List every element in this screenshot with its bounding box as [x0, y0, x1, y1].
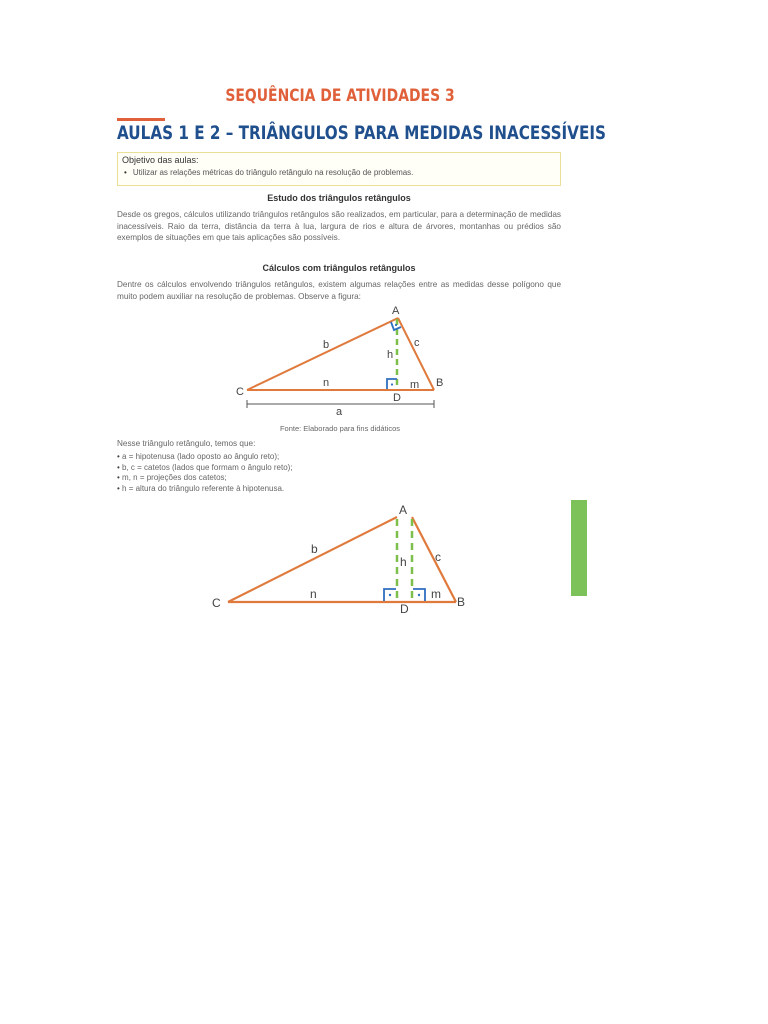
- side-tab: [571, 500, 587, 596]
- objective-item-text: Utilizar as relações métricas do triângulo retângulo na resolução de problemas.: [132, 168, 414, 177]
- right-angle-dot-right: [418, 594, 420, 596]
- paragraph-estudo: Desde os gregos, cálculos utilizando triângulos retângulos são realizados, em particular, para a determinação de medidas inacessíveis. Raio da terra, distância da terra à lua, largura de rios e altura de árvores, montanhas ou prédios são exemplos de situações em que tais aplicações são possíveis.: [117, 210, 561, 242]
- label-c-2: c: [435, 550, 441, 564]
- definition-item: • h = altura do triângulo referente à hipotenusa.: [117, 484, 293, 495]
- label-a: a: [336, 406, 343, 418]
- label-B: B: [436, 377, 444, 389]
- definition-item: • m, n = projeções dos catetos;: [117, 473, 293, 484]
- figure-caption: Fonte: Elaborado para fins didáticos: [279, 424, 401, 433]
- label-n: n: [323, 377, 330, 389]
- label-b-2: b: [311, 542, 318, 556]
- label-h-2: h: [400, 555, 407, 569]
- label-C: C: [236, 386, 244, 398]
- definition-item: • b, c = catetos (lados que formam o ângulo reto);: [117, 463, 293, 474]
- definitions-intro: Nesse triângulo retângulo, temos que:: [117, 439, 256, 448]
- label-B-2: B: [457, 595, 466, 609]
- label-A: A: [392, 305, 400, 317]
- label-C-2: C: [212, 596, 221, 610]
- bullet-icon: •: [124, 168, 127, 177]
- label-D-2: D: [400, 602, 409, 616]
- objective-label: Objetivo das aulas:: [122, 155, 199, 165]
- label-D: D: [393, 392, 401, 404]
- section-heading-estudo: Estudo dos triângulos retângulos: [267, 193, 411, 203]
- paragraph-calculos: Dentre os cálculos envolvendo triângulos retângulos, existem algumas relações entre as medidas desse polígono que muito podem auxiliar na resolução de problemas. Observe a figura:: [117, 280, 561, 301]
- label-m-2: m: [431, 587, 441, 601]
- definition-item: • a = hipotenusa (lado oposto ao ângulo reto);: [117, 452, 293, 463]
- triangle-2: [228, 517, 456, 602]
- label-c: c: [414, 337, 420, 349]
- label-b: b: [323, 339, 330, 351]
- label-n-2: n: [310, 587, 317, 601]
- label-m: m: [410, 379, 420, 391]
- label-A-2: A: [399, 503, 408, 517]
- right-angle-dot-left: [389, 594, 391, 596]
- lesson-title: AULAS 1 E 2 – TRIÂNGULOS PARA MEDIDAS INACESSÍVEIS: [117, 122, 606, 144]
- section-heading-calculos: Cálculos com triângulos retângulos: [262, 263, 416, 273]
- sequence-title: SEQUÊNCIA DE ATIVIDADES 3: [225, 86, 455, 106]
- label-h: h: [387, 349, 394, 361]
